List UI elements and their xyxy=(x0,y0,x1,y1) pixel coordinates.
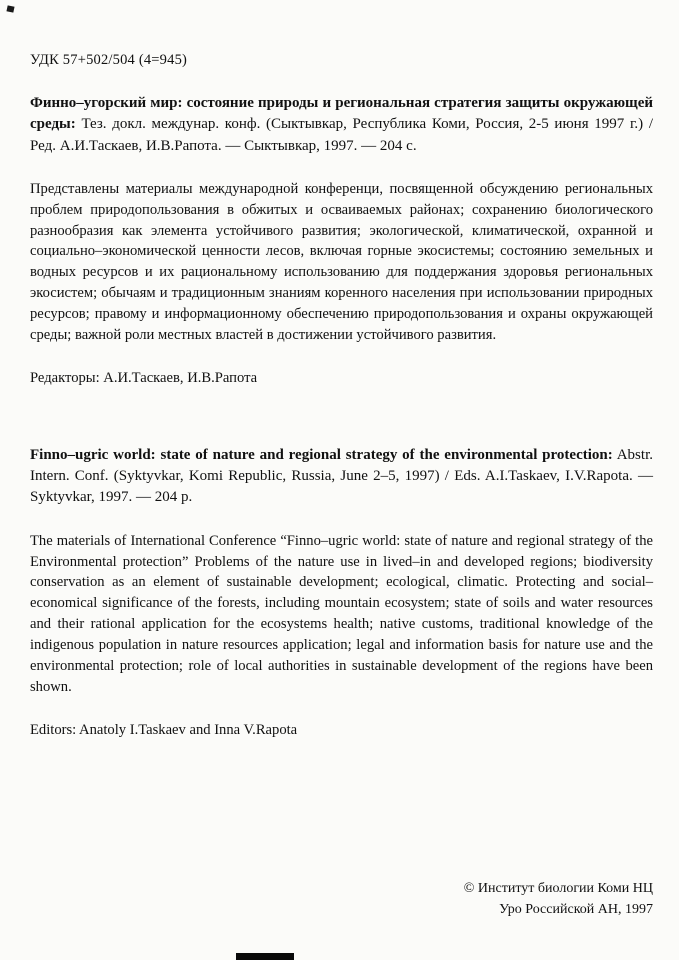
english-abstract: The materials of International Conference “Finno–ugric world: state of nature and regional strategy of the Environmental protection” Problems of the nature use in lived–in and developed regions; biodiversity conservation as an element of sustainable development; ecological, climatic. Protecting and social–economical significance of the forests, including mountain ecosystem; state of soils and water resources and their rational application for the ecosystems health; native customs, traditional knowledge of the indigenous population in nature resources application; legal and information basis for nature use and the environmental protection; role of local authorities in sustainable development of the regions have been shown. xyxy=(30,532,653,695)
english-title: Finno–ugric world: state of nature and regional strategy of the environmental protection: xyxy=(30,446,613,463)
copyright-line-1: © Институт биологии Коми НЦ xyxy=(463,881,653,896)
copyright-block xyxy=(464,878,653,920)
english-editors-line: Editors: Anatoly I.Taskaev and Inna V.Rapota xyxy=(30,721,298,738)
english-bibliographic-entry xyxy=(30,445,653,509)
page-content xyxy=(30,52,653,739)
russian-abstract: Представлены материалы международной конференци, посвященной обсуждению региональных проблем природопользования в обжитых и осваиваемых районах; сохранению биологического разнообразия как элемента устойчивого развития; экологической, климатической, охранной и социально–экономической ценности лесов, включая горные экосистемы; состоянию земельных и водных ресурсов и их рациональному использованию для поддержания здоровья региональных экосистем; обычаям и традиционным знаниям коренного населения при использовании природных ресурсов; правому и информационному обеспечению природопользования и охраны окружающей среды; важной роли местных властей в достижении устойчивого развития. xyxy=(30,180,653,343)
udc-classification-number: УДК 57+502/504 (4=945) xyxy=(30,52,188,68)
english-entry-details: Abstr. Intern. Conf. (Syktyvkar, Komi Republic, Russia, June 2–5, 1997) / Eds. A.I.Taskaev, I.V.Rapota. — Syktyvkar, 1997. — 204 p. xyxy=(30,446,653,506)
russian-title: Финно–угорский мир: состояние природы и региональная стратегия защиты окружающей среды: xyxy=(30,95,653,133)
copyright-line-2: Уро Российской АН, 1997 xyxy=(499,902,653,917)
russian-bibliographic-entry xyxy=(30,93,653,157)
section-gap xyxy=(30,387,653,445)
scan-artifact-bar xyxy=(236,953,294,960)
russian-editors-line: Редакторы: А.И.Таскаев, И.В.Рапота xyxy=(30,369,258,386)
russian-entry-details: Тез. докл. междунар. конф. (Сыктывкар, Республика Коми, Россия, 2-5 июня 1997 г.) / Ред. А.И.Таскаев, И.В.Рапота. — Сыктывкар, 1997. — 204 с. xyxy=(30,116,653,154)
scan-artifact-dot xyxy=(6,5,14,12)
